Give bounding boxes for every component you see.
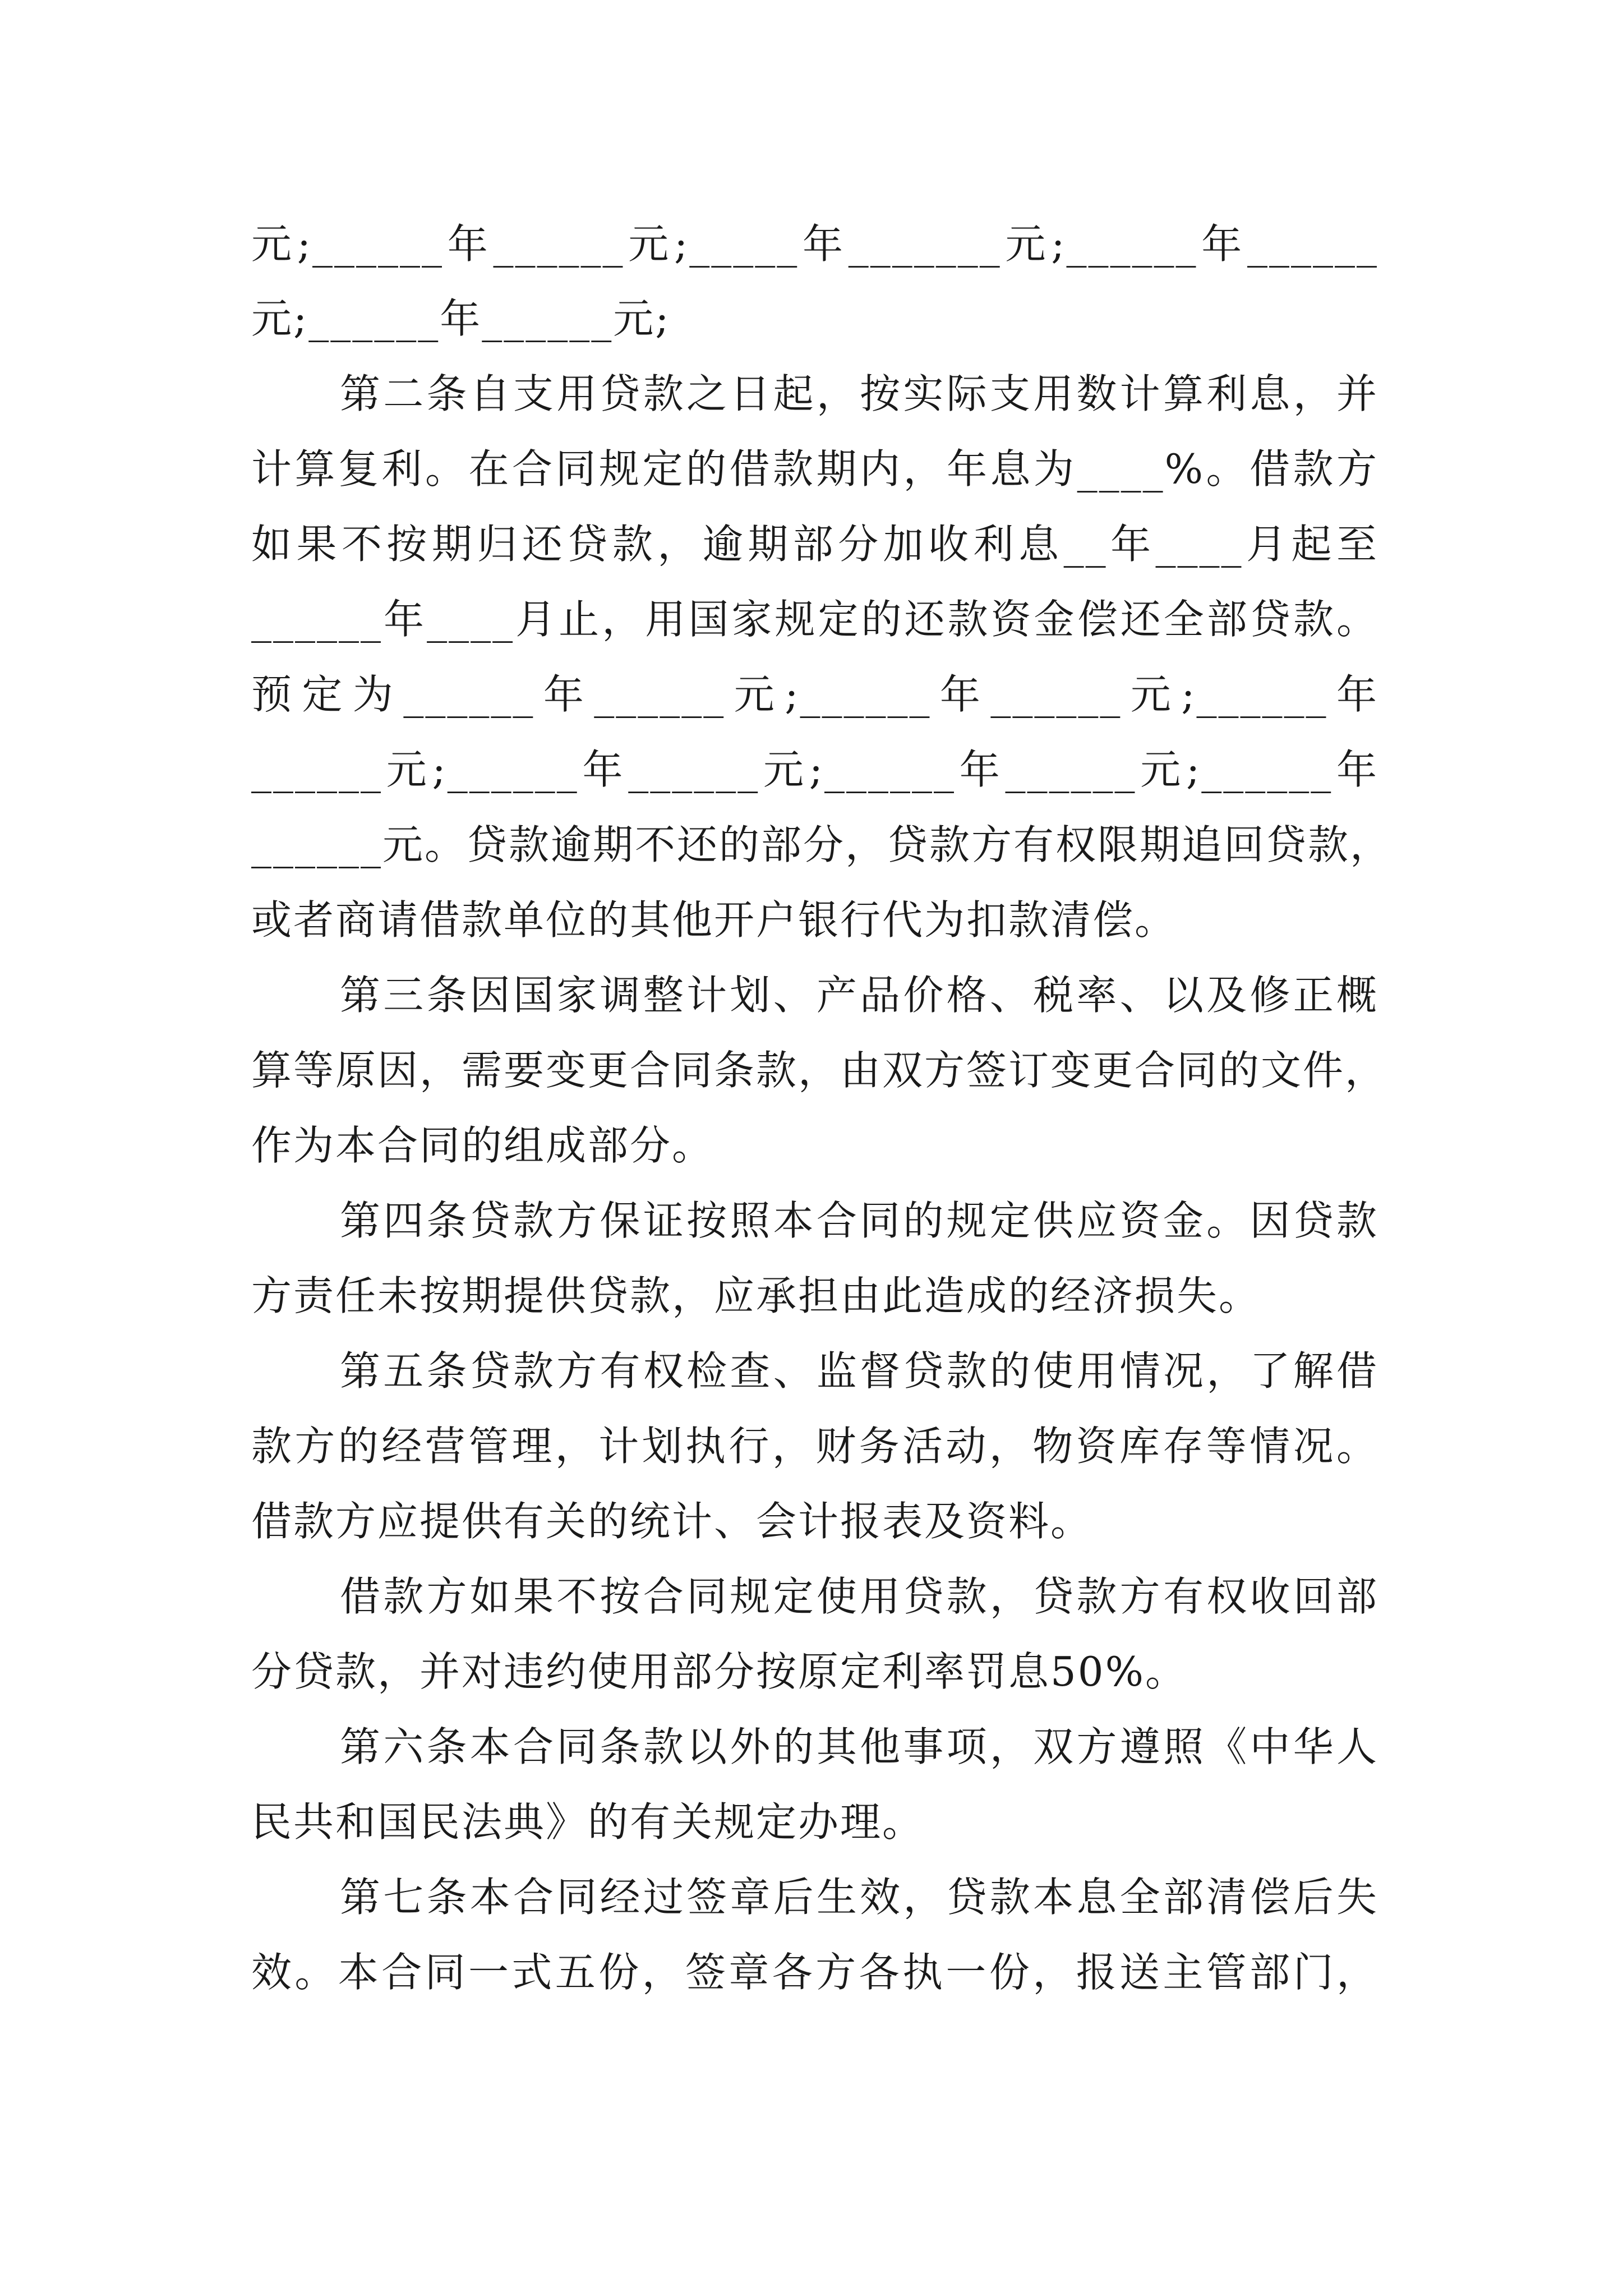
paragraph-line: 如果不按期归还贷款，逾期部分加收利息__年____月起至 (251, 521, 1378, 568)
paragraph-line: 款方的经营管理，计划执行，财务活动，物资库存等情况。 (251, 1423, 1378, 1470)
paragraph-line: 第六条本合同条款以外的其他事项，双方遵照《中华人 (340, 1723, 1378, 1770)
text-line: 元;______年______元;_____年_______元;______年______ (251, 220, 1378, 268)
paragraph-line: 分贷款，并对违约使用部分按原定利率罚息50%。 (251, 1648, 1188, 1695)
paragraph-line: 第四条贷款方保证按照本合同的规定供应资金。因贷款 (340, 1197, 1378, 1244)
paragraph-line: 第五条贷款方有权检查、监督贷款的使用情况，了解借 (340, 1347, 1378, 1395)
text-line: 元;______年______元; (251, 295, 671, 342)
paragraph-line: 或者商请借款单位的其他开户银行代为扣款清偿。 (251, 896, 1177, 944)
paragraph-line: 借款方如果不按合同规定使用贷款，贷款方有权收回部 (340, 1573, 1378, 1620)
paragraph-line: ______年____月止，用国家规定的还款资金偿还全部贷款。 (251, 596, 1378, 643)
paragraph-line: 预定为______年______元;______年______元;______年 (251, 671, 1378, 718)
paragraph-line: ______元;______年______元;______年______元;______年 (251, 746, 1378, 793)
paragraph-line: 作为本合同的组成部分。 (251, 1122, 714, 1169)
paragraph-line: 算等原因，需要变更合同条款，由双方签订变更合同的文件， (251, 1047, 1387, 1094)
paragraph-line: 方责任未按期提供贷款，应承担由此造成的经济损失。 (251, 1272, 1261, 1319)
paragraph-line: 民共和国民法典》的有关规定办理。 (251, 1798, 925, 1846)
paragraph-line: 第二条自支用贷款之日起，按实际支用数计算利息，并 (340, 370, 1378, 417)
paragraph-line: 第三条因国家调整计划、产品价格、税率、以及修正概 (340, 972, 1378, 1019)
paragraph-line: 借款方应提供有关的统计、会计报表及资料。 (251, 1498, 1093, 1545)
paragraph-line: 效。本合同一式五份，签章各方各执一份，报送主管部门， (251, 1949, 1378, 1996)
paragraph-line: 计算复利。在合同规定的借款期内，年息为____%。借款方 (251, 445, 1378, 493)
paragraph-line: 第七条本合同经过签章后生效，贷款本息全部清偿后失 (340, 1874, 1378, 1921)
paragraph-line: ______元。贷款逾期不还的部分，贷款方有权限期追回贷款， (251, 821, 1393, 868)
